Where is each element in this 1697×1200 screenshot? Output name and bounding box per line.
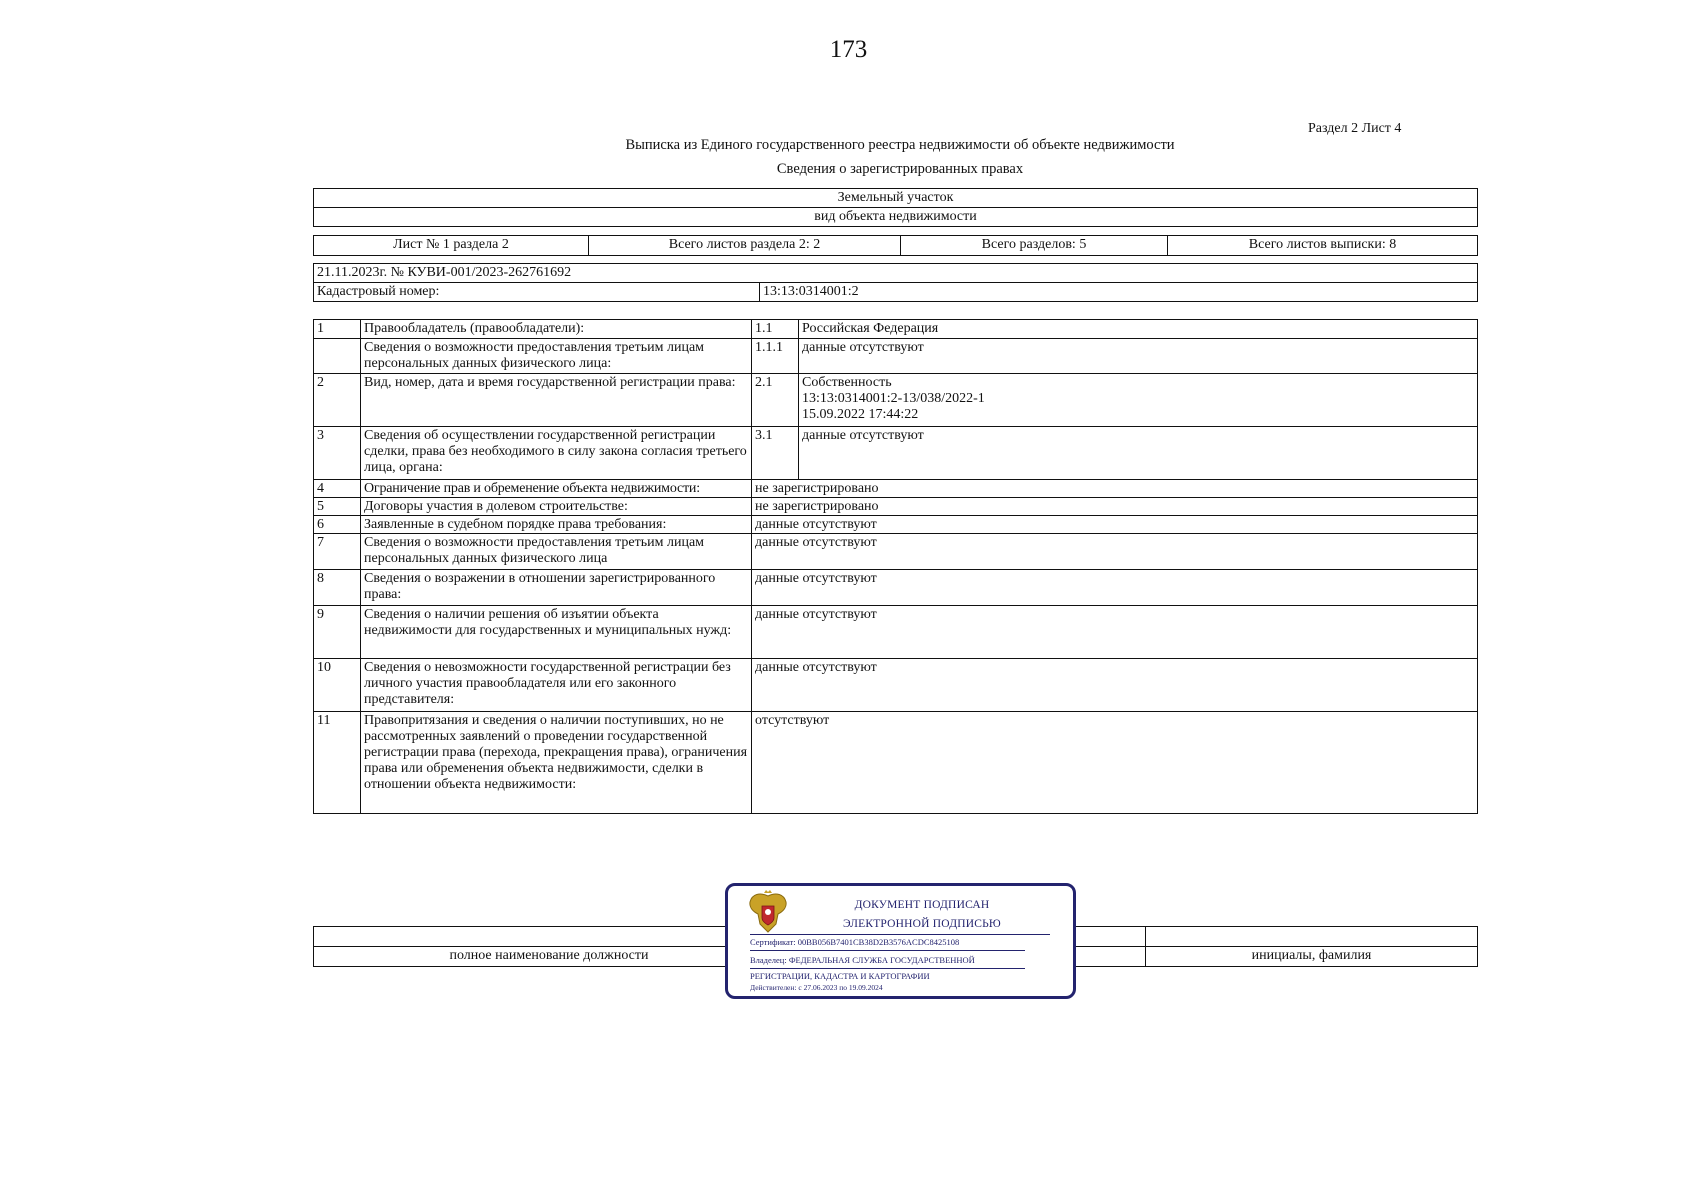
row-value: не зарегистрировано — [752, 498, 1478, 516]
row-label: Заявленные в судебном порядке права требования: — [361, 516, 752, 534]
row-label: Правопритязания и сведения о наличии поступивших, но не рассмотренных заявлений о проведении государственной регистрации права (перехода, прекращения права), ограничения права или обременения объекта недвижимости, сделки в отношении объекта недвижимости: — [361, 712, 752, 814]
cadastral-number-label: Кадастровый номер: — [314, 283, 760, 302]
total-sheets: Всего листов выписки: 8 — [1168, 236, 1478, 256]
row-value: данные отсутствуют — [752, 606, 1478, 659]
row-number: 1 — [314, 320, 361, 339]
document-title: Выписка из Единого государственного реестра недвижимости об объекте недвижимости — [625, 137, 1175, 153]
row-value: Российская Федерация — [799, 320, 1478, 339]
object-type: Земельный участок — [314, 189, 1478, 208]
row-subnumber: 2.1 — [752, 374, 799, 427]
table-row — [314, 320, 1478, 339]
stamp-certificate: Сертификат: 00BB056B7401CB38D2B3576ACDC8425108 — [750, 937, 960, 947]
row-value: данные отсутствуют — [752, 516, 1478, 534]
row-label: Договоры участия в долевом строительстве: — [361, 498, 752, 516]
stamp-rule — [750, 934, 1050, 935]
electronic-signature-stamp — [725, 883, 1076, 999]
stamp-owner-line-1: Владелец: ФЕДЕРАЛЬНАЯ СЛУЖБА ГОСУДАРСТВЕННОЙ — [750, 955, 975, 965]
row-value: отсутствуют — [752, 712, 1478, 814]
stamp-rule — [750, 968, 1025, 969]
section-label: Раздел 2 Лист 4 — [1308, 121, 1402, 136]
row-value — [799, 374, 1478, 427]
row-value: данные отсутствуют — [799, 427, 1478, 480]
cadastral-number-value: 13:13:0314001:2 — [760, 283, 1478, 302]
row-label: Сведения об осуществлении государственной регистрации сделки, права без необходимого в силу закона согласия третьего лица, органа: — [361, 427, 752, 480]
row-number: 7 — [314, 534, 361, 570]
row-value: данные отсутствуют — [752, 570, 1478, 606]
stamp-validity: Действителен: с 27.06.2023 по 19.09.2024 — [750, 983, 883, 992]
extract-date-number: 21.11.2023г. № КУВИ-001/2023-262761692 — [314, 264, 1478, 283]
row-value: не зарегистрировано — [752, 480, 1478, 498]
row-number: 11 — [314, 712, 361, 814]
cadastral-table — [313, 263, 1478, 302]
row-number: 2 — [314, 374, 361, 427]
table-row — [314, 534, 1478, 570]
stamp-rule — [750, 950, 1025, 951]
name-caption: инициалы, фамилия — [1146, 947, 1478, 967]
table-row — [314, 712, 1478, 814]
row-label: Сведения о возможности предоставления третьим лицам персональных данных физического лица — [361, 534, 752, 570]
row-label: Сведения о возражении в отношении зарегистрированного права: — [361, 570, 752, 606]
row-subnumber: 1.1.1 — [752, 339, 799, 374]
registration-datetime: 15.09.2022 17:44:22 — [802, 407, 919, 422]
row-number: 6 — [314, 516, 361, 534]
row-number: 5 — [314, 498, 361, 516]
sheets-table — [313, 235, 1478, 256]
total-section-sheets: Всего листов раздела 2: 2 — [589, 236, 901, 256]
page-number: 173 — [829, 36, 868, 63]
table-row — [314, 339, 1478, 374]
table-row — [314, 659, 1478, 712]
table-row — [314, 374, 1478, 427]
table-row — [314, 606, 1478, 659]
table-row — [314, 516, 1478, 534]
name-line — [1146, 927, 1478, 947]
total-sections: Всего разделов: 5 — [901, 236, 1168, 256]
document-subtitle: Сведения о зарегистрированных правах — [776, 161, 1024, 177]
stamp-owner-line-2: РЕГИСТРАЦИИ, КАДАСТРА И КАРТОГРАФИИ — [750, 971, 930, 981]
row-label: Правообладатель (правообладатели): — [361, 320, 752, 339]
object-type-table — [313, 188, 1478, 227]
row-number: 3 — [314, 427, 361, 480]
row-label: Сведения о невозможности государственной регистрации без личного участия правообладателя или его законного представителя: — [361, 659, 752, 712]
table-row — [314, 570, 1478, 606]
table-row — [314, 480, 1478, 498]
row-label: Ограничение прав и обременение объекта недвижимости: — [361, 480, 752, 498]
sheet-number: Лист № 1 раздела 2 — [314, 236, 589, 256]
right-type: Собственность — [802, 375, 892, 390]
row-label: Сведения о наличии решения об изъятии объекта недвижимости для государственных и муниципальных нужд: — [361, 606, 752, 659]
row-label: Вид, номер, дата и время государственной регистрации права: — [361, 374, 752, 427]
row-value: данные отсутствуют — [752, 534, 1478, 570]
row-subnumber: 1.1 — [752, 320, 799, 339]
table-row — [314, 427, 1478, 480]
position-line — [314, 927, 785, 947]
row-label: Сведения о возможности предоставления третьим лицам персональных данных физического лица: — [361, 339, 752, 374]
row-value: данные отсутствуют — [799, 339, 1478, 374]
registration-number: 13:13:0314001:2-13/038/2022-1 — [802, 391, 985, 406]
row-number: 9 — [314, 606, 361, 659]
row-value: данные отсутствуют — [752, 659, 1478, 712]
stamp-title-line-2: ЭЛЕКТРОННОЙ ПОДПИСЬЮ — [843, 918, 1001, 930]
row-number: 4 — [314, 480, 361, 498]
row-number: 8 — [314, 570, 361, 606]
rights-table — [313, 319, 1478, 814]
stamp-title-line-1: ДОКУМЕНТ ПОДПИСАН — [854, 899, 990, 911]
position-caption: полное наименование должности — [314, 947, 785, 967]
row-subnumber: 3.1 — [752, 427, 799, 480]
row-number — [314, 339, 361, 374]
table-row — [314, 498, 1478, 516]
object-type-caption: вид объекта недвижимости — [314, 208, 1478, 227]
row-number: 10 — [314, 659, 361, 712]
